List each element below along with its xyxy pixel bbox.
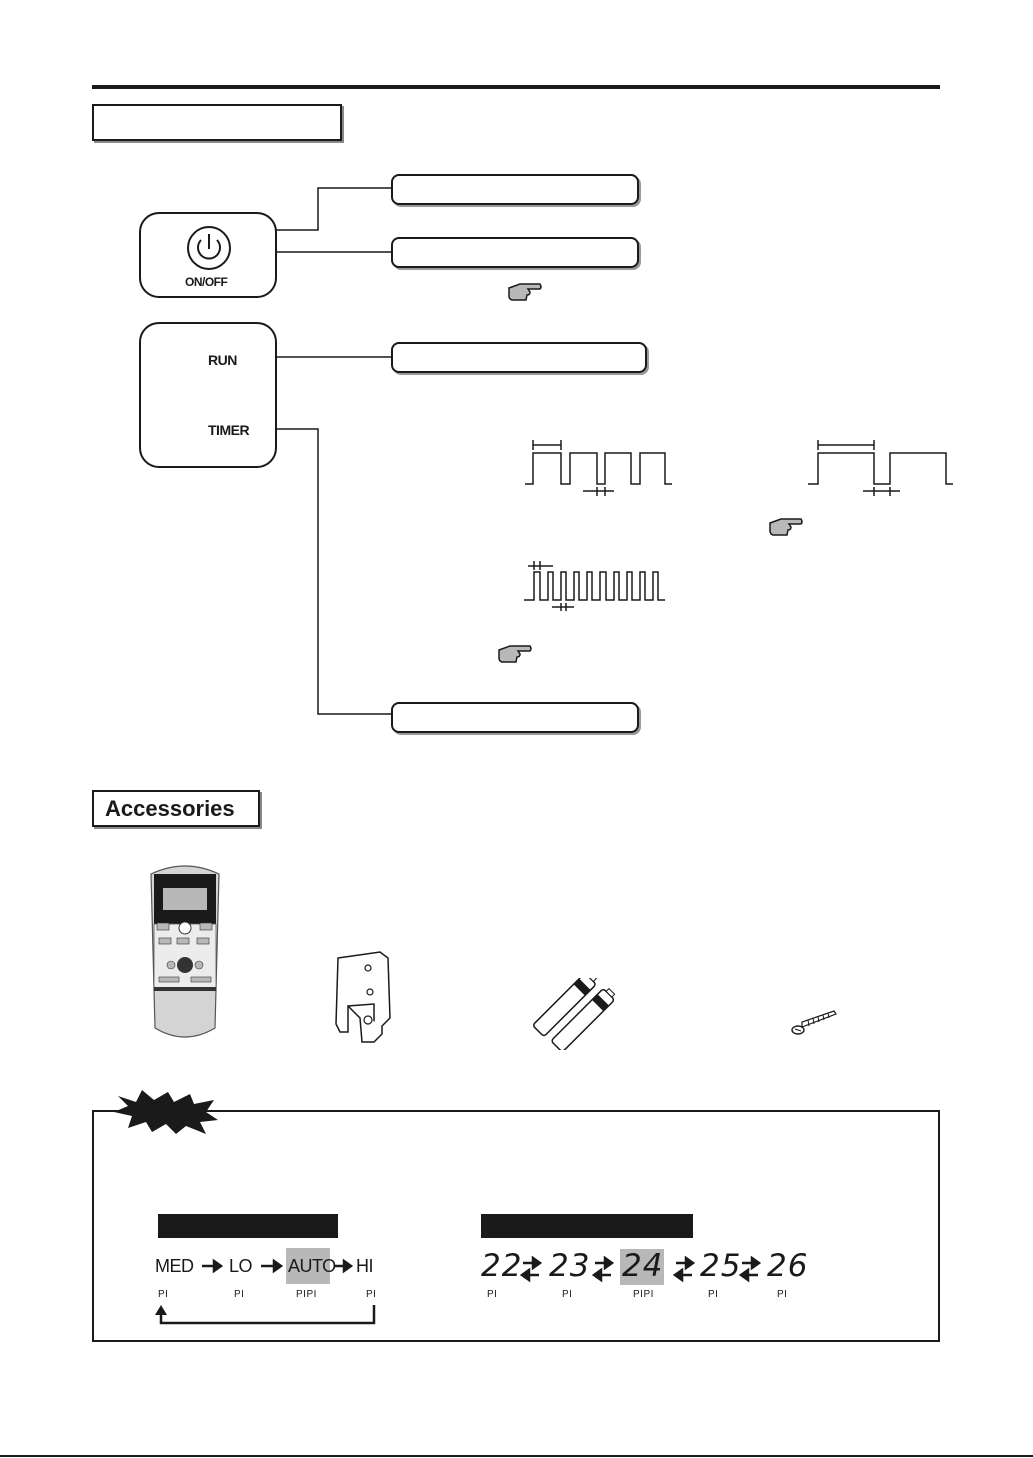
indicator-panel [139, 322, 277, 468]
fan-speed-auto: AUTO [288, 1256, 336, 1276]
beep-med: PI [158, 1289, 169, 1300]
fan-speed-lo: LO [229, 1256, 253, 1276]
temp-22: 22 [481, 1248, 523, 1284]
beep-25: PI [708, 1289, 719, 1300]
fan-speed-hi: HI [356, 1256, 373, 1276]
temperature-arrows [515, 1255, 775, 1283]
burst-icon [110, 1088, 222, 1136]
temperature-heading-bar [481, 1214, 693, 1238]
temp-24: 24 [622, 1248, 664, 1284]
pointing-hand-icon [767, 515, 805, 539]
beep-22: PI [487, 1289, 498, 1300]
bottom-rule [0, 1455, 1033, 1457]
run-label: RUN [208, 352, 237, 368]
onoff-panel [139, 212, 277, 298]
temp-25: 25 [700, 1248, 742, 1284]
callout-box-1 [391, 174, 639, 205]
screw-icon [790, 1008, 840, 1038]
fan-speed-med: MED [155, 1256, 194, 1276]
fan-speed-arrows [150, 1255, 390, 1330]
waveform-pulse-1 [525, 453, 672, 484]
pointing-hand-icon [496, 642, 534, 666]
waveform-pulse-3 [524, 572, 665, 600]
power-icon [185, 224, 233, 272]
batteries-icon [525, 978, 625, 1050]
pointing-hand-icon [506, 280, 544, 304]
accessories-header: Accessories [92, 790, 260, 827]
remote-holder-icon [330, 948, 400, 1048]
callout-box-2 [391, 237, 639, 268]
beep-26: PI [777, 1289, 788, 1300]
waveform-pulse-2 [808, 453, 953, 484]
fan-speed-heading-bar [158, 1214, 338, 1238]
onoff-leader-1 [262, 188, 392, 230]
beep-23: PI [562, 1289, 573, 1300]
callout-box-3 [391, 342, 647, 373]
beep-auto: PIPI [296, 1289, 317, 1300]
onoff-label: ON/OFF [185, 275, 228, 289]
callout-box-4 [391, 702, 639, 733]
remote-control-icon [145, 862, 225, 1044]
beep-lo: PI [234, 1289, 245, 1300]
temp-23: 23 [549, 1248, 591, 1284]
timer-leader [263, 429, 392, 714]
beep-24: PIPI [633, 1289, 654, 1300]
temp-26: 26 [767, 1248, 809, 1284]
beep-hi: PI [366, 1289, 377, 1300]
timer-label: TIMER [208, 422, 250, 438]
